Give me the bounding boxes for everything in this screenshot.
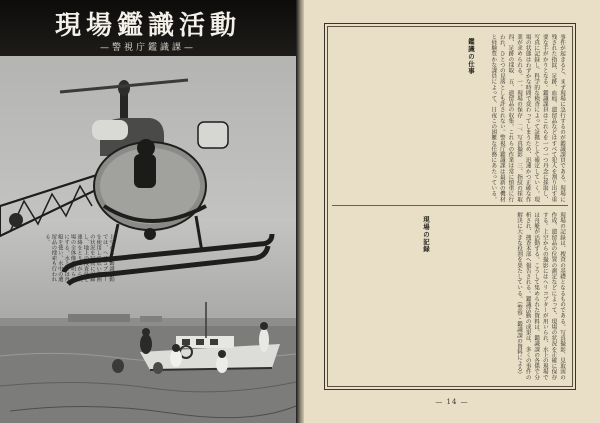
page-number: — 14 — [435,398,469,406]
section-heading: 現場の記録 [422,216,430,253]
distant-building [68,314,130,322]
right-page [304,0,600,423]
tier-separator [332,205,568,206]
title-band [0,0,296,56]
book-gutter [296,0,304,423]
page-title: 現場鑑識活動 [54,11,241,41]
helicopter-photo [0,56,296,423]
photo-caption: 上空からの鑑識活動では、ヘリコプターを使用して広い範囲の状況を写真に記録し、地上の捜査員と連絡をとりながら現場の全体像を明らかにする。水上では舟艇を使い、水中の遺留品の捜索も行われる。 [43,234,114,282]
page-subtitle: —警視庁鑑識課— [99,43,196,53]
article-text-upper: 事件が起きると、まず現場に急行するのが鑑識課員である。現場に残された指紋、足跡、血痕、遺留品などはすべて犯人を割り出す重要な手がかりとなる。鑑識課員はこれらを一つ一つ丹念に採取し、写真に記録し、科学的な検査によって証拠として確定していく。現場の状態はわずかな時間で変わってしまうため、迅速かつ正確な作業が求められる。一、現場の保存 二、写真撮影 三、指紋の採取 四、足跡の採取 五、遺留品の収集。これらの作業は常に慎重に行われ、ひとつの見落としも許されない。警視庁鑑識課は最新の機材と経験豊かな課員によって、日夜この困難な任務にあたっている。 [490,34,565,208]
left-page [0,0,296,423]
distant-building [140,316,162,322]
section-heading: 鑑識の仕事 [467,38,475,75]
article-text-lower: 現場の記録は、捜査の基礎となるものである。写真撮影、見取図の作成、遺留品の位置の測定などによって、現場の状況を正確に保存する。上空からの撮影にはヘリコプターが用いられ、水上の現場では舟艇が活動する。こうして集められた資料は、鑑識課の各係で分析され、捜査本部へ報告される。鑑識活動の成果は、多くの事件の解決に大きな役割を果たしている。（警察・鑑識課の資料による） [516,212,565,380]
